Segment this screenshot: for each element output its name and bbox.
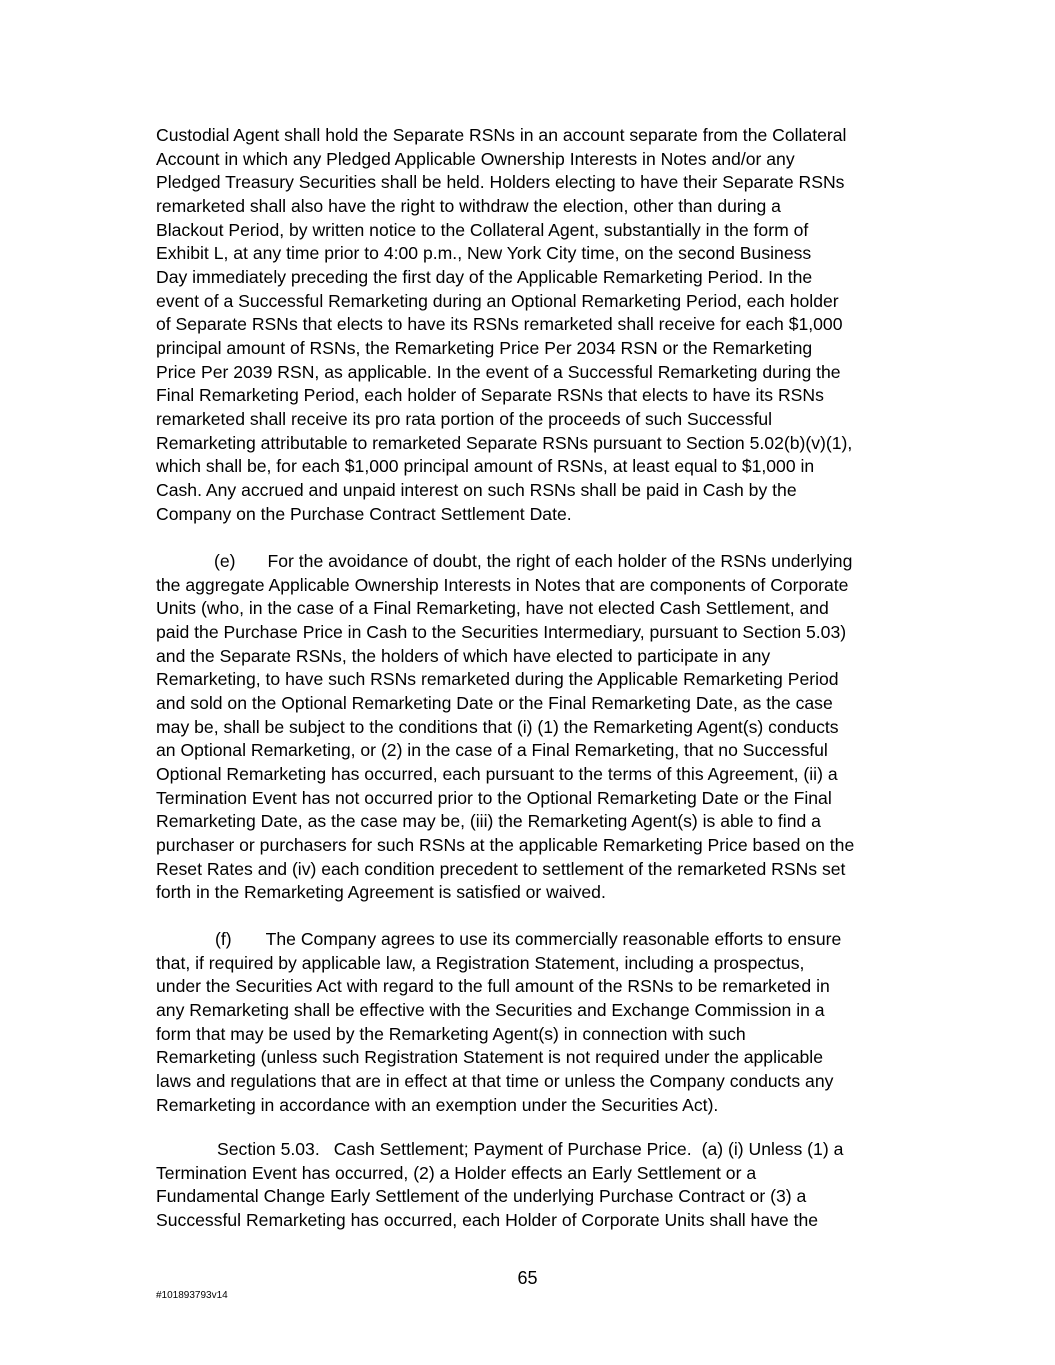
text-line: any Remarketing shall be effective with the Securities and Exchange Commission in a xyxy=(156,999,825,1020)
text-line: an Optional Remarketing, or (2) in the case of a Final Remarketing, that no Successful xyxy=(156,740,828,761)
paragraph-marker: (e) xyxy=(214,551,236,571)
text-line: Termination Event has occurred, (2) a Holder effects an Early Settlement or a xyxy=(156,1162,757,1183)
text-line: principal amount of RSNs, the Remarketing Price Per 2034 RSN or the Remarketing xyxy=(156,337,813,358)
text-line: Remarketing Date, as the case may be, (iii) the Remarketing Agent(s) is able to find a xyxy=(156,811,821,832)
paragraph-first-line xyxy=(156,550,901,574)
text-line: Account in which any Pledged Applicable Ownership Interests in Notes and/or any xyxy=(156,148,795,169)
text-line: Blackout Period, by written notice to the Collateral Agent, substantially in the form of xyxy=(156,219,809,240)
text-line: which shall be, for each $1,000 principal amount of RSNs, at least equal to $1,000 in xyxy=(156,456,815,477)
text-line: under the Securities Act with regard to the full amount of the RSNs to be remarketed in xyxy=(156,976,830,997)
text-line: Successful Remarketing has occurred, each Holder of Corporate Units shall have the xyxy=(156,1209,819,1230)
text-line: Custodial Agent shall hold the Separate RSNs in an account separate from the Collateral xyxy=(156,125,847,145)
text-line: Exhibit L, at any time prior to 4:00 p.m., New York City time, on the second Business xyxy=(156,243,812,264)
text-line: Remarketing, to have such RSNs remarketed during the Applicable Remarketing Period xyxy=(156,669,839,690)
text-line: the aggregate Applicable Ownership Interests in Notes that are components of Corporate xyxy=(156,574,849,595)
text-line: form that may be used by the Remarketing Agent(s) in connection with such xyxy=(156,1023,746,1044)
text-line: and the Separate RSNs, the holders of which have elected to participate in any xyxy=(156,645,771,666)
text-line: paid the Purchase Price in Cash to the Securities Intermediary, pursuant to Section 5.03) xyxy=(156,621,847,642)
text-line: of Separate RSNs that elects to have its RSNs remarketed shall receive for each $1,000 xyxy=(156,314,843,335)
text-line: event of a Successful Remarketing during an Optional Remarketing Period, each holder xyxy=(156,290,839,311)
section-heading: Section 5.03. xyxy=(217,1139,320,1159)
text-line: Remarketing in accordance with an exemption under the Securities Act). xyxy=(156,1094,719,1115)
text-line: remarketed shall receive its pro rata portion of the proceeds of such Successful xyxy=(156,408,773,429)
text-line: For the avoidance of doubt, the right of each holder of the RSNs underlying xyxy=(267,551,853,571)
text-line: remarketed shall also have the right to withdraw the election, other than during a xyxy=(156,195,781,216)
text-line: Reset Rates and (iv) each condition precedent to settlement of the remarketed RSNs set xyxy=(156,858,846,879)
text-line: (a) (i) Unless (1) a xyxy=(701,1139,844,1159)
text-line: Remarketing (unless such Registration Statement is not required under the applicable xyxy=(156,1047,823,1068)
paragraph-marker: (f) xyxy=(215,929,232,949)
text-line: Fundamental Change Early Settlement of the underlying Purchase Contract or (3) a xyxy=(156,1186,807,1207)
paragraph-e xyxy=(156,550,901,905)
paragraph-f xyxy=(156,928,901,1117)
text-line: Units (who, in the case of a Final Remarketing, have not elected Cash Settlement, and xyxy=(156,598,829,619)
text-line: Day immediately preceding the first day of the Applicable Remarketing Period. In the xyxy=(156,266,813,287)
text-line: purchaser or purchasers for such RSNs at the applicable Remarketing Price based on the xyxy=(156,834,855,855)
text-line: and sold on the Optional Remarketing Date or the Final Remarketing Date, as the case xyxy=(156,692,833,713)
page-number: 65 xyxy=(517,1268,538,1288)
text-line: Termination Event has not occurred prior to the Optional Remarketing Date or the Final xyxy=(156,787,832,808)
paragraph-first-line xyxy=(156,928,901,952)
document-id: #101893793v14 xyxy=(156,1290,228,1301)
text-line: Cash. Any accrued and unpaid interest on such RSNs shall be paid in Cash by the xyxy=(156,479,797,500)
text-line: Optional Remarketing has occurred, each pursuant to the terms of this Agreement, (ii) a xyxy=(156,763,838,784)
text-line: Company on the Purchase Contract Settlement Date. xyxy=(156,503,572,524)
paragraph-continuation xyxy=(156,124,901,526)
text-line: The Company agrees to use its commercially reasonable efforts to ensure xyxy=(265,929,842,949)
text-line: laws and regulations that are in effect at that time or unless the Company conducts any xyxy=(156,1070,834,1091)
text-line: Pledged Treasury Securities shall be held. Holders electing to have their Separate RSNs xyxy=(156,172,845,193)
text-line: Remarketing attributable to remarketed Separate RSNs pursuant to Section 5.02(b)(v)(1), xyxy=(156,432,853,453)
text-line: that, if required by applicable law, a Registration Statement, including a prospectus, xyxy=(156,952,805,973)
section-5-03 xyxy=(156,1138,901,1233)
text-line: may be, shall be subject to the conditions that (i) (1) the Remarketing Agent(s) conducts xyxy=(156,716,839,737)
section-title: Cash Settlement; Payment of Purchase Price. xyxy=(333,1139,692,1159)
text-line: Final Remarketing Period, each holder of Separate RSNs that elects to have its RSNs xyxy=(156,385,824,406)
text-line: forth in the Remarketing Agreement is satisfied or waived. xyxy=(156,882,606,903)
text-line: Price Per 2039 RSN, as applicable. In the event of a Successful Remarketing during the xyxy=(156,361,841,382)
section-first-line xyxy=(156,1138,901,1162)
